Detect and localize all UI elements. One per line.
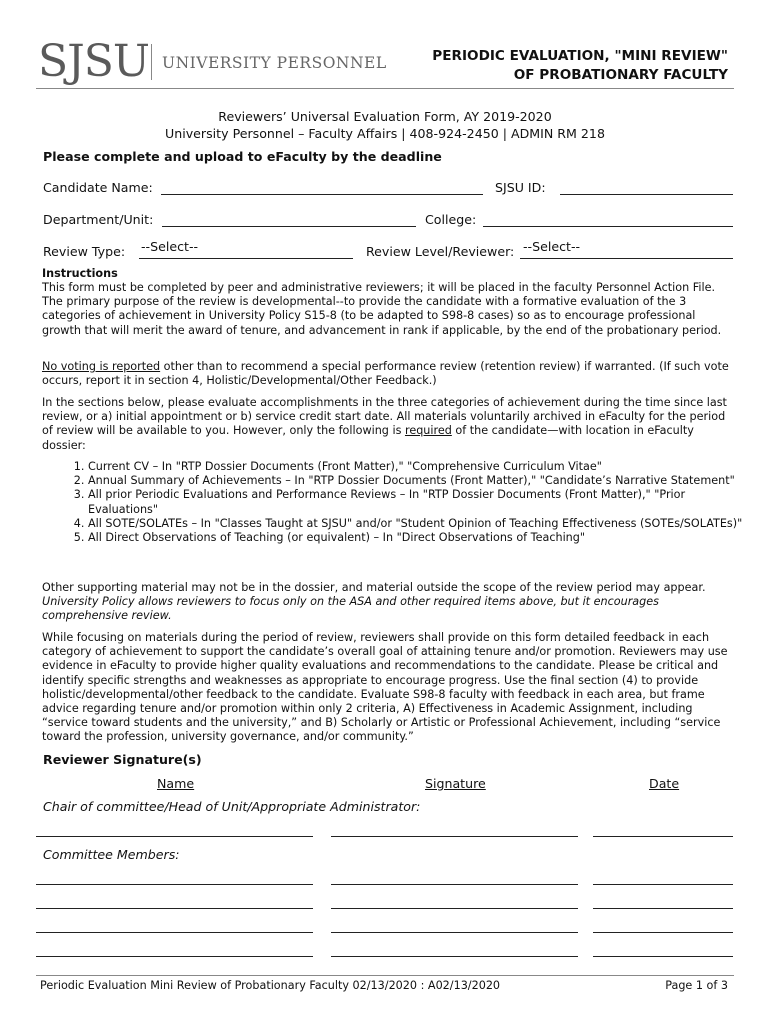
member-3-signature-line[interactable] [331, 932, 578, 933]
sjsu-id-field[interactable] [560, 194, 733, 195]
member-2-name-line[interactable] [36, 908, 313, 909]
list-item: 1. Current CV – In "RTP Dossier Documents (Front Matter)," "Comprehensive Curriculum Vitae" [88, 460, 748, 474]
instructions-text-5: While focusing on materials during the period of review, reviewers shall provide on this form detailed feedback in each category of achievement to support the candidate’s overall goal of attaining tenure and/or promotion. Reviewers may use evidence in eFaculty to provide higher quality evaluations and recommendations to the candidate. Please be critical and identify specific strengths and weaknesses as appropriate to encourage progress. Use the final section (4) to provide holistic/developmental/other feedback to the candidate. Evaluate S98-8 faculty with feedback in each area, but frame advice regarding tenure and/or promotion within only 2 criteria, A) Effectiveness in Academic Assignment, including “service toward students and the university,” and B) Scholarly or Artistic or Professional Achievement, including “service toward the profession, university governance, and/or community.” [42, 631, 728, 744]
col-signature-header: Signature [425, 776, 486, 791]
review-level-underline [520, 258, 733, 259]
logo-divider [151, 44, 152, 80]
form-title-line1: PERIODIC EVALUATION, "MINI REVIEW" [432, 48, 728, 64]
list-item: 5. All Direct Observations of Teaching (or equivalent) – In "Direct Observations of Teaching" [88, 531, 748, 545]
footer-doc-id: Periodic Evaluation Mini Review of Probationary Faculty 02/13/2020 : A02/13/2020 [40, 979, 501, 992]
no-voting-text: No voting is reported [42, 360, 161, 373]
page-number: Page 1 of 3 [665, 979, 728, 992]
footer-rule [36, 975, 734, 976]
instructions-para-1 [42, 281, 732, 338]
college-label: College: [425, 212, 477, 227]
member-3-date-line[interactable] [593, 932, 733, 933]
chair-label: Chair of committee/Head of Unit/Appropriate Administrator: [43, 799, 421, 814]
department-field[interactable] [162, 226, 416, 227]
review-level-label: Review Level/Reviewer: [366, 244, 515, 259]
chair-date-line[interactable] [593, 836, 733, 837]
sjsu-logo: SJSU [38, 36, 150, 87]
candidate-name-label: Candidate Name: [43, 180, 153, 195]
member-4-date-line[interactable] [593, 956, 733, 957]
list-item: 2. Annual Summary of Achievements – In "RTP Dossier Documents (Front Matter)," "Candidate’s Narrative Statement" [88, 474, 748, 488]
unit-name: UNIVERSITY PERSONNEL [162, 54, 387, 72]
signatures-heading: Reviewer Signature(s) [43, 752, 202, 767]
form-title [432, 47, 728, 85]
col-date-header: Date [649, 776, 680, 791]
list-item: 4. All SOTE/SOLATEs – In "Classes Taught at SJSU" and/or "Student Opinion of Teaching Effectiveness (SOTEs/SOLATEs)" [88, 517, 748, 531]
no-voting-rest: other than to recommend a special performance review (retention review) if warranted. (If such vote occurs, report it in section 4, Holistic/Developmental/Other Feedback.) [42, 360, 729, 388]
instructions-para-4 [42, 581, 732, 624]
member-1-date-line[interactable] [593, 884, 733, 885]
member-4-signature-line[interactable] [331, 956, 578, 957]
required-word: required [404, 424, 452, 438]
required-items-list [66, 460, 748, 545]
member-1-name-line[interactable] [36, 884, 313, 885]
review-type-select[interactable]: --Select-- [141, 239, 199, 254]
member-1-signature-line[interactable] [331, 884, 578, 885]
deadline-notice: Please complete and upload to eFaculty by the deadline [43, 149, 442, 164]
form-subtitle: Reviewers’ Universal Evaluation Form, AY 2019-2020 [218, 109, 552, 124]
instructions-para-3 [42, 396, 732, 453]
header-rule [36, 88, 734, 89]
required-outro: of the candidate—with location in eFaculty dossier: [42, 424, 694, 452]
instructions-text-2 [42, 360, 732, 388]
instructions-para-2 [42, 360, 732, 388]
instructions-para-5 [42, 631, 732, 745]
review-type-label: Review Type: [43, 244, 126, 259]
member-2-date-line[interactable] [593, 908, 733, 909]
member-3-name-line[interactable] [36, 932, 313, 933]
supporting-material-text: Other supporting material may not be in the dossier, and material outside the scope of the review period may appear. [42, 581, 706, 594]
instructions-heading: Instructions [42, 267, 118, 280]
form-title-line2: OF PROBATIONARY FACULTY [513, 67, 728, 83]
chair-signature-line[interactable] [331, 836, 578, 837]
review-type-underline [139, 258, 353, 259]
policy-note: University Policy allows reviewers to focus only on the ASA and other required items above, but it encourages comprehensive review. [42, 595, 659, 623]
chair-name-line[interactable] [36, 836, 313, 837]
member-4-name-line[interactable] [36, 956, 313, 957]
col-name-header: Name [157, 776, 195, 791]
instructions-text-1: This form must be completed by peer and administrative reviewers; it will be placed in the faculty Personnel Action File. The primary purpose of the review is developmental--to provide the candidate with a formative evaluation of the 3 categories of achievement in University Policy S15-8 (to be adapted to S98-8 cases) so as to encourage professional growth that will merit the award of tenure, and advancement in rank if applicable, by the end of the probationary period. [42, 281, 722, 337]
required-intro: In the sections below, please evaluate accomplishments in the three categories of achievement during the time since last review, or a) initial appointment or b) service credit start date. All materials voluntarily archived in eFaculty for the period of review will be available to you. However, only the following is [42, 396, 727, 438]
office-contact: University Personnel – Faculty Affairs | 408-924-2450 | ADMIN RM 218 [165, 126, 605, 141]
review-level-select[interactable]: --Select-- [523, 239, 581, 254]
instructions-text-3 [42, 396, 732, 453]
list-item: 3. All prior Periodic Evaluations and Performance Reviews – In "RTP Dossier Documents (Front Matter)," "Prior Evaluations" [88, 488, 748, 516]
candidate-name-field[interactable] [161, 194, 483, 195]
department-label: Department/Unit: [43, 212, 154, 227]
members-label: Committee Members: [43, 847, 180, 862]
college-field[interactable] [483, 226, 733, 227]
member-2-signature-line[interactable] [331, 908, 578, 909]
sjsu-id-label: SJSU ID: [495, 180, 546, 195]
